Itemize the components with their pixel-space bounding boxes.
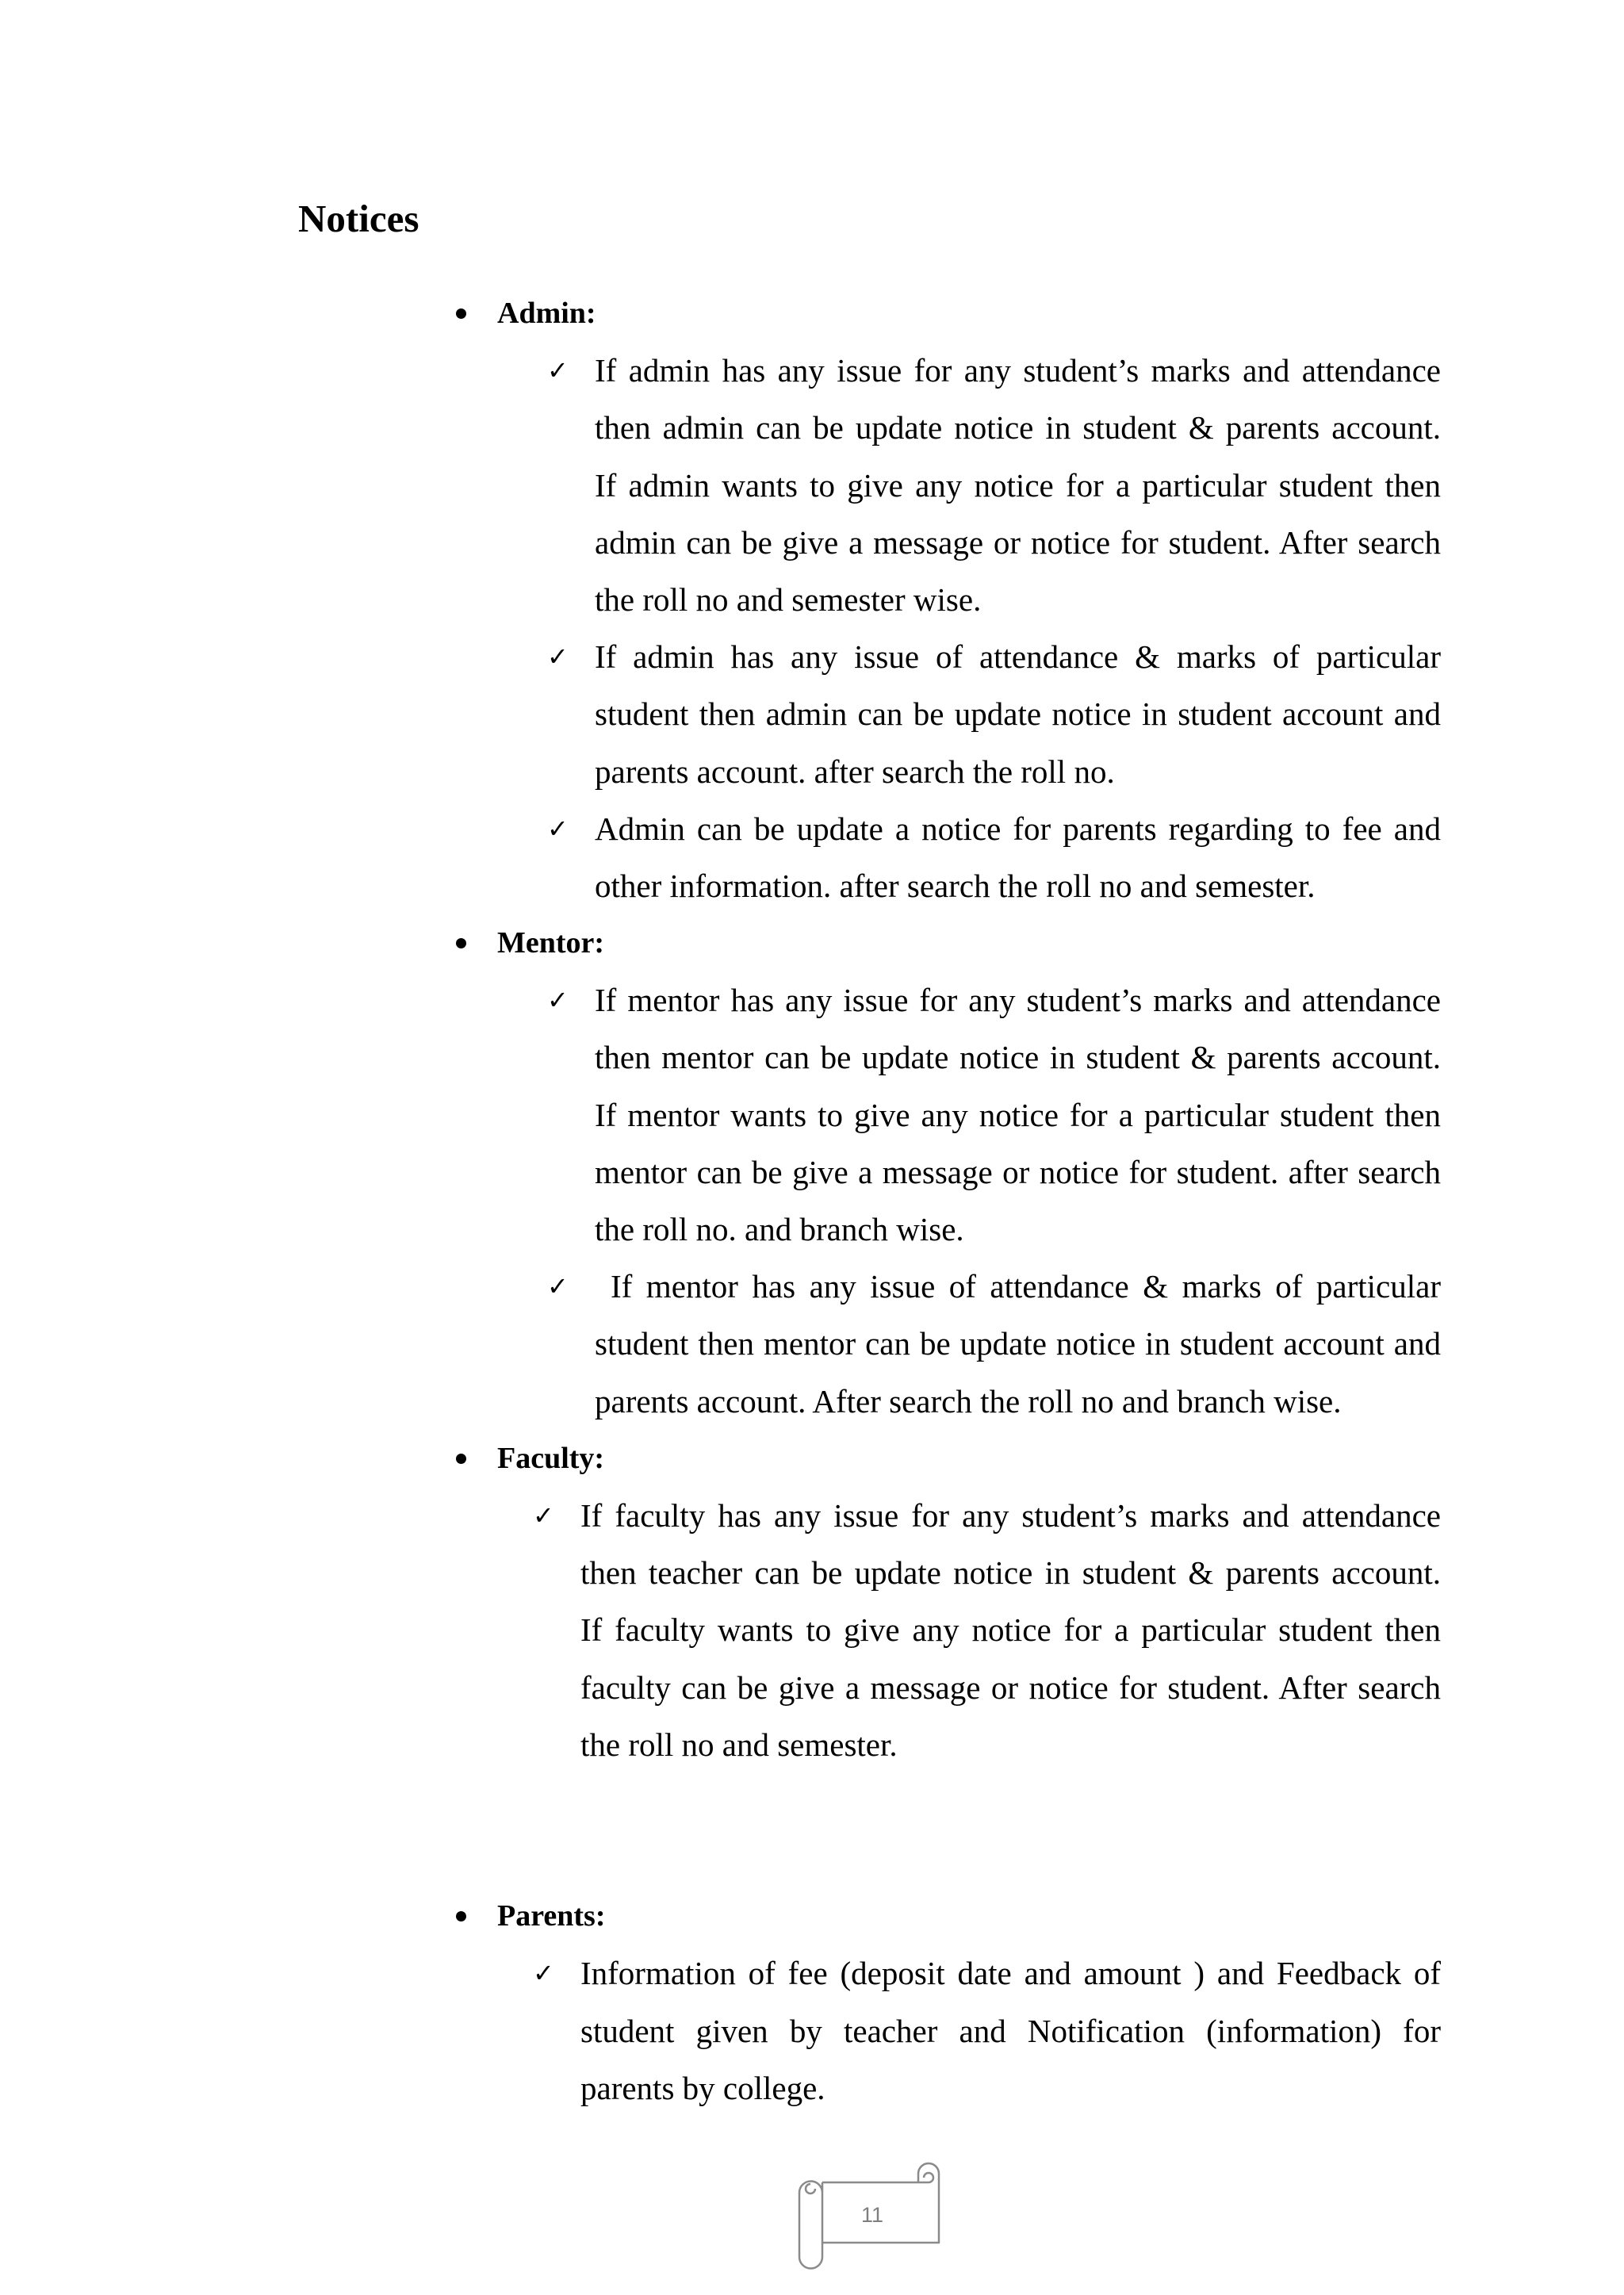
page-number: 11 <box>860 2203 884 2227</box>
notice-line: Information of fee (deposit date and amount ) and Feedback of <box>580 1955 1441 1992</box>
bullet-icon <box>456 1454 466 1464</box>
notice-line: parents account. After search the roll no and branch wise. <box>595 1382 1342 1420</box>
notice-text <box>595 971 1441 1258</box>
notice-line: If mentor has any issue for any student’s marks and attendance <box>595 982 1441 1019</box>
notice-line: student then admin can be update notice in student account and <box>595 695 1441 733</box>
checkmark-icon: ✓ <box>533 1500 554 1531</box>
notice-line: the roll no. and branch wise. <box>595 1211 964 1247</box>
notice-line: If admin has any issue for any student’s marks and attendance <box>595 352 1441 389</box>
notice-line: faculty can be give a message or notice for student. After search <box>580 1669 1441 1706</box>
notice-line: If mentor has any issue of attendance & marks of particular <box>611 1268 1441 1305</box>
section-heading <box>0 1887 1624 1944</box>
section-heading <box>0 914 1624 971</box>
section-label: Faculty: <box>497 1441 605 1475</box>
scroll-top-curl <box>918 2173 933 2182</box>
section-heading <box>0 285 1624 342</box>
mentor-notice-item <box>0 1258 1624 1430</box>
parents-notice-item <box>0 1944 1624 2117</box>
checkmark-icon: ✓ <box>547 642 569 672</box>
notice-list <box>0 285 1624 2117</box>
notice-line: student then mentor can be update notice in student account and <box>595 1325 1441 1362</box>
notice-line: If faculty has any issue for any student’s marks and attendance <box>580 1496 1441 1534</box>
admin-notice-item <box>0 628 1624 800</box>
checkmark-icon: ✓ <box>547 985 569 1016</box>
section-mentor <box>0 914 1624 1430</box>
notice-line: If admin has any issue of attendance & marks of particular <box>595 638 1441 676</box>
section-label: Admin: <box>497 297 596 330</box>
notice-line: parents by college. <box>580 2069 825 2106</box>
bullet-icon <box>456 938 466 948</box>
notice-text <box>595 1258 1441 1430</box>
notice-line: then admin can be update notice in student & parents account. <box>595 409 1441 446</box>
notice-text <box>580 1487 1441 1773</box>
checkmark-icon: ✓ <box>547 1271 569 1302</box>
section-label: Parents: <box>497 1899 606 1933</box>
page-number-badge <box>795 2160 945 2271</box>
section-admin <box>0 285 1624 914</box>
notice-line: If mentor wants to give any notice for a particular student then <box>595 1096 1441 1133</box>
section-parents <box>0 1887 1624 2117</box>
notice-line: mentor can be give a message or notice for student. after search <box>595 1153 1441 1190</box>
notice-line: student given by teacher and Notification (information) for <box>580 2012 1441 2049</box>
section-faculty <box>0 1430 1624 1773</box>
page-title: Notices <box>298 197 419 240</box>
admin-notice-item <box>0 342 1624 628</box>
section-heading <box>0 1430 1624 1487</box>
notice-line: Admin can be update a notice for parents regarding to fee and <box>595 810 1441 847</box>
bullet-icon <box>456 1911 466 1921</box>
notice-text <box>580 1944 1441 2117</box>
notice-line: then mentor can be update notice in student & parents account. <box>595 1039 1441 1076</box>
notice-line: admin can be give a message or notice for student. After search <box>595 523 1441 561</box>
notice-line: the roll no and semester. <box>580 1726 898 1763</box>
faculty-notice-item <box>0 1487 1624 1773</box>
checkmark-icon: ✓ <box>547 355 569 386</box>
checkmark-icon: ✓ <box>533 1958 554 1989</box>
checkmark-icon: ✓ <box>547 813 569 844</box>
scroll-left-curl <box>806 2184 815 2193</box>
notice-line: then teacher can be update notice in student & parents account. <box>580 1554 1441 1592</box>
bullet-icon <box>456 308 466 319</box>
notice-line: other information. after search the roll no and semester. <box>595 867 1316 904</box>
notice-line: the roll no and semester wise. <box>595 580 982 618</box>
notice-text <box>595 342 1441 628</box>
notice-text <box>595 628 1441 800</box>
notice-text <box>595 800 1441 914</box>
notice-line: If admin wants to give any notice for a particular student then <box>595 466 1441 504</box>
notice-line: parents account. after search the roll no. <box>595 753 1115 790</box>
admin-notice-item <box>0 800 1624 914</box>
mentor-notice-item <box>0 971 1624 1258</box>
notice-line: If faculty wants to give any notice for a particular student then <box>580 1611 1441 1649</box>
section-label: Mentor: <box>497 926 605 960</box>
